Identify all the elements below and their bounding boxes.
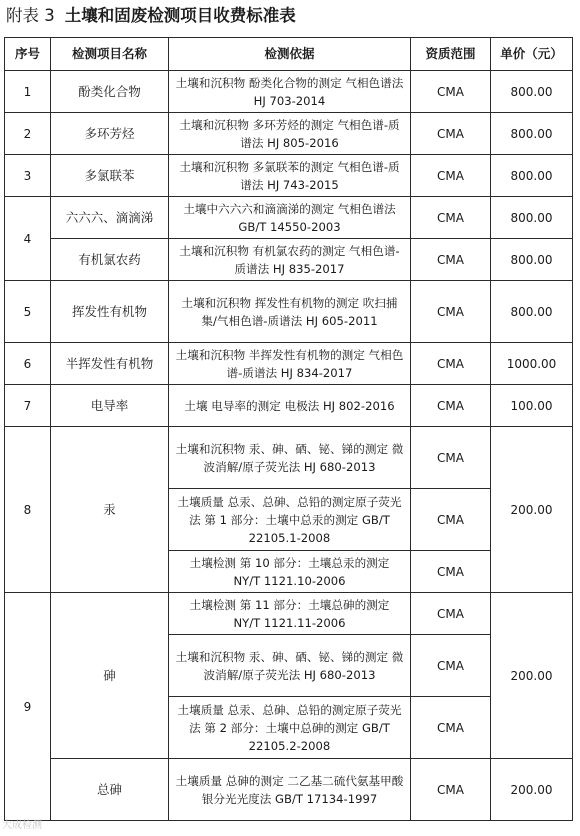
row-qualification: CMA (411, 113, 491, 155)
row-qualification: CMA (411, 343, 491, 385)
row-item: 总砷 (51, 759, 169, 821)
row-seq: 5 (5, 281, 51, 343)
table-row (5, 113, 573, 155)
row-item: 六六六、滴滴涕 (51, 197, 169, 239)
row-item: 半挥发性有机物 (51, 343, 169, 385)
row-item: 挥发性有机物 (51, 281, 169, 343)
row-basis: 土壤检测 第 11 部分：土壤总砷的测定 NY/T 1121.11-2006 (169, 593, 411, 635)
row-item: 有机氯农药 (51, 239, 169, 281)
row-price: 200.00 (491, 593, 573, 759)
row-seq: 3 (5, 155, 51, 197)
row-price: 1000.00 (491, 343, 573, 385)
row-basis: 土壤和沉积物 多环芳烃的测定 气相色谱-质谱法 HJ 805-2016 (169, 113, 411, 155)
row-basis: 土壤和沉积物 挥发性有机物的测定 吹扫捕集/气相色谱-质谱法 HJ 605-2011 (169, 281, 411, 343)
row-basis: 土壤和沉积物 汞、砷、硒、铋、锑的测定 微波消解/原子荧光法 HJ 680-2013 (169, 635, 411, 697)
appendix-number: 附表 3 (6, 6, 55, 25)
row-basis: 土壤 电导率的测定 电极法 HJ 802-2016 (169, 385, 411, 427)
row-item: 电导率 (51, 385, 169, 427)
row-qualification: CMA (411, 197, 491, 239)
row-qualification: CMA (411, 385, 491, 427)
table-row (5, 385, 573, 427)
row-item: 砷 (51, 593, 169, 759)
row-seq: 7 (5, 385, 51, 427)
row-qualification: CMA (411, 155, 491, 197)
row-item: 多氯联苯 (51, 155, 169, 197)
header-price: 单价（元） (491, 38, 573, 71)
table-row (5, 197, 573, 239)
header-seq: 序号 (5, 38, 51, 71)
row-qualification: CMA (411, 427, 491, 489)
row-qualification: CMA (411, 697, 491, 759)
row-basis: 土壤和沉积物 有机氯农药的测定 气相色谱-质谱法 HJ 835-2017 (169, 239, 411, 281)
header-qualification: 资质范围 (411, 38, 491, 71)
row-price: 800.00 (491, 281, 573, 343)
row-qualification: CMA (411, 551, 491, 593)
row-qualification: CMA (411, 635, 491, 697)
row-qualification: CMA (411, 593, 491, 635)
row-price: 800.00 (491, 239, 573, 281)
row-item: 酚类化合物 (51, 71, 169, 113)
row-basis: 土壤检测 第 10 部分：土壤总汞的测定 NY/T 1121.10-2006 (169, 551, 411, 593)
row-price: 800.00 (491, 71, 573, 113)
row-qualification: CMA (411, 281, 491, 343)
row-seq: 2 (5, 113, 51, 155)
header-basis: 检测依据 (169, 38, 411, 71)
row-seq: 1 (5, 71, 51, 113)
row-basis: 土壤质量 总汞、总砷、总铅的测定原子荧光法 第 2 部分：土壤中总砷的测定 GB/T 22105.2-2008 (169, 697, 411, 759)
watermark: 大成检测 (2, 820, 42, 831)
row-basis: 土壤和沉积物 汞、砷、硒、铋、锑的测定 微波消解/原子荧光法 HJ 680-2013 (169, 427, 411, 489)
table-row (5, 427, 573, 489)
row-seq: 9 (5, 593, 51, 821)
row-price: 800.00 (491, 113, 573, 155)
table-title: 土壤和固废检测项目收费标准表 (64, 6, 296, 25)
row-seq: 8 (5, 427, 51, 593)
row-qualification: CMA (411, 489, 491, 551)
row-basis: 土壤和沉积物 多氯联苯的测定 气相色谱-质谱法 HJ 743-2015 (169, 155, 411, 197)
row-price: 200.00 (491, 427, 573, 593)
header-item: 检测项目名称 (51, 38, 169, 71)
row-qualification: CMA (411, 71, 491, 113)
row-item: 多环芳烃 (51, 113, 169, 155)
row-seq: 6 (5, 343, 51, 385)
row-price: 800.00 (491, 155, 573, 197)
row-basis: 土壤和沉积物 酚类化合物的测定 气相色谱法 HJ 703-2014 (169, 71, 411, 113)
table-row (5, 71, 573, 113)
row-qualification: CMA (411, 759, 491, 821)
row-price: 800.00 (491, 197, 573, 239)
table-row (5, 281, 573, 343)
table-row (5, 239, 573, 281)
row-price: 200.00 (491, 759, 573, 821)
row-basis: 土壤质量 总砷的测定 二乙基二硫代氨基甲酸银分光光度法 GB/T 17134-1997 (169, 759, 411, 821)
row-item: 汞 (51, 427, 169, 593)
table-row (5, 593, 573, 635)
table-row (5, 759, 573, 821)
table-row (5, 343, 573, 385)
table-row (5, 155, 573, 197)
row-seq: 4 (5, 197, 51, 281)
fee-table (4, 37, 573, 821)
row-price: 100.00 (491, 385, 573, 427)
row-basis: 土壤质量 总汞、总砷、总铅的测定原子荧光法 第 1 部分：土壤中总汞的测定 GB/T 22105.1-2008 (169, 489, 411, 551)
row-basis: 土壤和沉积物 半挥发性有机物的测定 气相色谱-质谱法 HJ 834-2017 (169, 343, 411, 385)
header-row (5, 38, 573, 71)
document-title (6, 4, 296, 28)
row-qualification: CMA (411, 239, 491, 281)
row-basis: 土壤中六六六和滴滴涕的测定 气相色谱法 GB/T 14550-2003 (169, 197, 411, 239)
